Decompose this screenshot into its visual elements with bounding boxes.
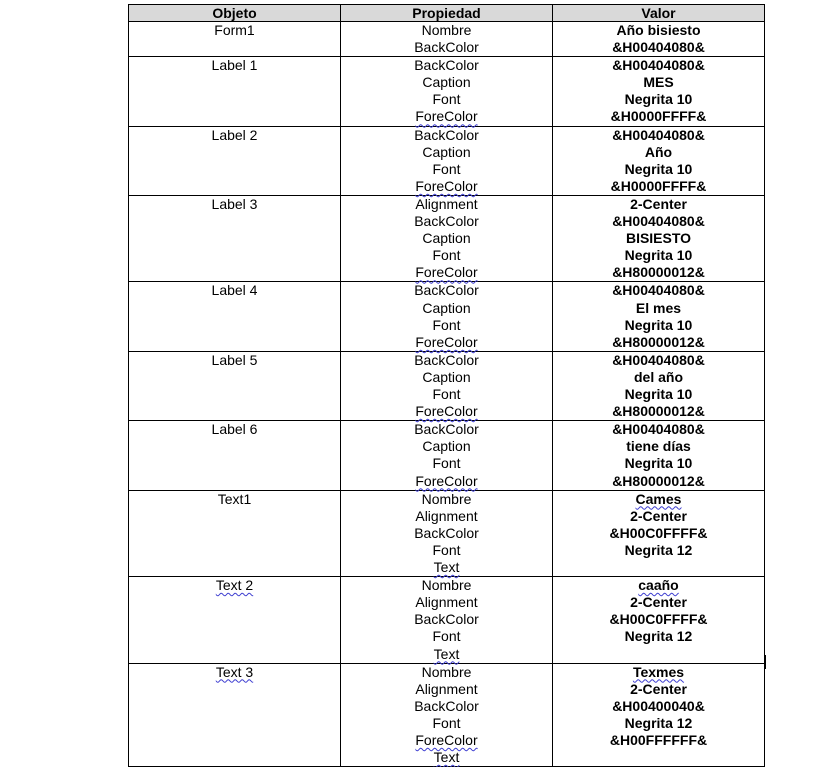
property-name: Font xyxy=(432,386,461,403)
property-name: ForeColor xyxy=(415,403,478,420)
property-value: Negrita 10 xyxy=(624,160,693,177)
property-value: &H00400040& xyxy=(612,697,705,714)
property-value: Cames xyxy=(635,490,682,507)
property-name: Alignment xyxy=(415,507,478,524)
property-name: Alignment xyxy=(415,594,478,611)
object-name: Text 3 xyxy=(215,663,254,680)
property-name: Font xyxy=(432,714,461,731)
property-value: Negrita 10 xyxy=(624,247,693,264)
value-cell xyxy=(553,421,765,490)
property-name: ForeColor xyxy=(415,177,478,194)
property-value: &H00404080& xyxy=(612,39,705,56)
property-name: BackColor xyxy=(414,697,479,714)
property-value: BISIESTO xyxy=(625,230,692,247)
object-name: Label 4 xyxy=(211,282,258,299)
property-value: del año xyxy=(633,368,683,385)
property-name: ForeColor xyxy=(415,472,478,489)
property-name: Caption xyxy=(422,438,471,455)
property-name: Font xyxy=(432,541,461,558)
object-cell xyxy=(129,663,341,767)
object-name: Label 6 xyxy=(211,421,258,438)
table-row xyxy=(129,126,765,195)
property-name: BackColor xyxy=(414,213,479,230)
property-name: Caption xyxy=(422,299,471,316)
property-cell xyxy=(341,195,553,282)
value-cell xyxy=(553,282,765,351)
table-row xyxy=(129,195,765,282)
property-name: ForeColor xyxy=(415,264,478,281)
table-body xyxy=(129,22,765,767)
property-name: Nombre xyxy=(421,490,472,507)
header-objeto: Objeto xyxy=(129,5,341,22)
property-name: Text xyxy=(433,645,460,662)
table-row xyxy=(129,577,765,664)
table-row xyxy=(129,22,765,57)
property-name: ForeColor xyxy=(415,333,478,350)
property-cell xyxy=(341,282,553,351)
property-value: 2-Center xyxy=(630,594,687,611)
property-name: Font xyxy=(432,455,461,472)
property-cell xyxy=(341,351,553,420)
table-row xyxy=(129,663,765,767)
property-value: &H00C0FFFF& xyxy=(609,524,708,541)
property-name: ForeColor xyxy=(415,732,478,749)
property-name: Font xyxy=(432,628,461,645)
property-name: BackColor xyxy=(414,611,479,628)
value-cell xyxy=(553,663,765,767)
table-row xyxy=(129,490,765,577)
property-value: tiene días xyxy=(626,438,691,455)
object-cell xyxy=(129,351,341,420)
object-name: Label 3 xyxy=(211,195,258,212)
property-cell xyxy=(341,663,553,767)
property-value: 2-Center xyxy=(630,507,687,524)
property-name: ForeColor xyxy=(415,108,478,125)
property-value: &H00C0FFFF& xyxy=(609,611,708,628)
property-name: Caption xyxy=(422,368,471,385)
property-value: &H00404080& xyxy=(612,421,705,438)
table-row xyxy=(129,57,765,126)
object-name: Text1 xyxy=(217,490,252,507)
object-name: Label 5 xyxy=(211,351,258,368)
property-value: Negrita 12 xyxy=(624,541,693,558)
property-value: &H80000012& xyxy=(612,264,705,281)
property-name: Nombre xyxy=(421,577,472,594)
property-cell xyxy=(341,490,553,577)
property-name: BackColor xyxy=(414,421,479,438)
value-cell xyxy=(553,351,765,420)
property-name: BackColor xyxy=(414,524,479,541)
property-value: caaño xyxy=(638,577,679,594)
text-cursor xyxy=(765,655,766,669)
property-value: &H00404080& xyxy=(612,213,705,230)
object-name: Text 2 xyxy=(215,577,254,594)
property-value: Negrita 10 xyxy=(624,455,693,472)
property-name: Font xyxy=(432,247,461,264)
property-name: Alignment xyxy=(415,680,478,697)
property-name: BackColor xyxy=(414,57,479,74)
properties-table xyxy=(128,4,765,767)
property-name: Text xyxy=(433,559,460,576)
object-cell xyxy=(129,490,341,577)
header-propiedad: Propiedad xyxy=(341,5,553,22)
property-value: 2-Center xyxy=(630,195,687,212)
property-cell xyxy=(341,126,553,195)
object-cell xyxy=(129,421,341,490)
value-cell xyxy=(553,126,765,195)
value-cell xyxy=(553,57,765,126)
property-value: Año xyxy=(644,143,673,160)
header-valor: Valor xyxy=(553,5,765,22)
property-name: Nombre xyxy=(421,22,472,38)
property-value: Negrita 10 xyxy=(624,91,693,108)
property-value: MES xyxy=(643,74,674,91)
object-cell xyxy=(129,282,341,351)
property-value: Negrita 10 xyxy=(624,316,693,333)
property-name: Text xyxy=(433,749,460,766)
property-name: BackColor xyxy=(414,282,479,299)
object-name: Label 2 xyxy=(211,126,258,143)
table-row xyxy=(129,351,765,420)
property-name: BackColor xyxy=(414,39,479,56)
property-value: &H00404080& xyxy=(612,126,705,143)
object-cell xyxy=(129,22,341,57)
property-name: Caption xyxy=(422,230,471,247)
property-name: Nombre xyxy=(421,663,472,680)
value-cell xyxy=(553,490,765,577)
property-value: Año bisiesto xyxy=(616,22,701,38)
property-name: Font xyxy=(432,160,461,177)
table-row xyxy=(129,421,765,490)
object-cell xyxy=(129,126,341,195)
property-value: Negrita 12 xyxy=(624,714,693,731)
property-value: &H80000012& xyxy=(612,403,705,420)
property-name: Caption xyxy=(422,143,471,160)
property-value: 2-Center xyxy=(630,680,687,697)
property-name: Alignment xyxy=(415,195,478,212)
property-value: &H00404080& xyxy=(612,351,705,368)
value-cell xyxy=(553,577,765,664)
property-value: &H00404080& xyxy=(612,57,705,74)
value-cell xyxy=(553,22,765,57)
property-value: El mes xyxy=(635,299,682,316)
property-name: BackColor xyxy=(414,351,479,368)
property-cell xyxy=(341,577,553,664)
object-cell xyxy=(129,57,341,126)
property-value: Texmes xyxy=(632,663,685,680)
object-name: Label 1 xyxy=(211,57,258,74)
table-row xyxy=(129,282,765,351)
property-cell xyxy=(341,421,553,490)
property-name: Font xyxy=(432,316,461,333)
property-cell xyxy=(341,22,553,57)
property-value: Negrita 12 xyxy=(624,628,693,645)
object-cell xyxy=(129,195,341,282)
property-value: &H80000012& xyxy=(612,472,705,489)
header-row xyxy=(129,5,765,22)
object-name: Form1 xyxy=(214,22,255,38)
property-value: &H0000FFFF& xyxy=(610,108,707,125)
property-name: BackColor xyxy=(414,126,479,143)
property-name: Caption xyxy=(422,74,471,91)
property-value: Negrita 10 xyxy=(624,386,693,403)
property-value: &H80000012& xyxy=(612,333,705,350)
property-cell xyxy=(341,57,553,126)
property-value: &H00FFFFFF& xyxy=(609,732,708,749)
object-cell xyxy=(129,577,341,664)
property-name: Font xyxy=(432,91,461,108)
value-cell xyxy=(553,195,765,282)
property-value: &H0000FFFF& xyxy=(610,177,707,194)
property-value: &H00404080& xyxy=(612,282,705,299)
